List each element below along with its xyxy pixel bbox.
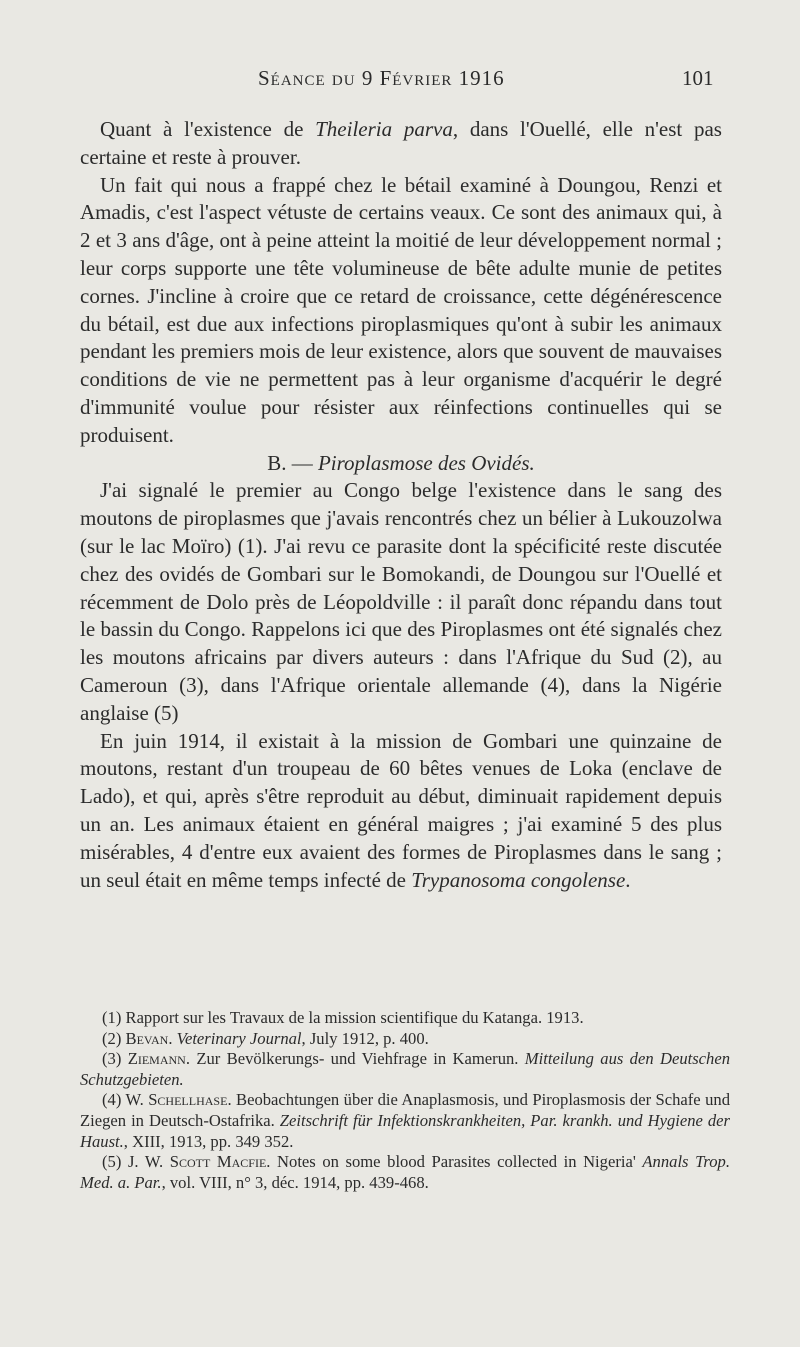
paragraph-4 xyxy=(80,728,722,895)
text-span: . Zur Bevölkerungs- und Viehfrage in Kamerun. xyxy=(185,1049,525,1069)
section-prefix: B. — xyxy=(267,450,318,475)
text-span: (2) xyxy=(102,1028,126,1048)
text-span: , July 1912, p. 400. xyxy=(301,1028,429,1048)
text-span: Quant à l'existence de xyxy=(100,117,316,141)
text-span: , XIII, 1913, pp. 349 352. xyxy=(123,1131,294,1151)
text-span: . Notes on some blood Parasites collected in Nigeria' xyxy=(266,1152,643,1172)
footnote-4 xyxy=(80,1090,730,1152)
author-name: Ziemann xyxy=(127,1049,186,1069)
section-title-text: Piroplasmose des Ovidés. xyxy=(317,450,535,475)
section-title xyxy=(80,450,722,478)
text-span: (4) W. xyxy=(102,1090,149,1110)
author-name: Scott Macfie xyxy=(169,1152,267,1172)
footnote-2 xyxy=(80,1029,730,1050)
footnotes xyxy=(80,1008,730,1193)
text-span: . Beobachtungen über die Anaplasmosis, und Piroplasmosis der Schafe und Ziegen in Deutsch-Ostafrika. xyxy=(80,1090,730,1130)
text-span: , dans l'Ouellé, elle n'est pas certaine et reste à prouver. xyxy=(80,117,722,169)
text-span: . xyxy=(168,1028,177,1048)
footnote-5 xyxy=(80,1152,730,1193)
running-head: Séance du 9 Février 1916 xyxy=(258,66,505,90)
page-number: 101 xyxy=(682,66,714,90)
text-span: En juin 1914, il existait à la mission de Gombari une quinzaine de moutons, restant d'un troupeau de 60 bêtes venues de Loka (enclave de Lado), et qui, après s'être reproduit au début, diminuait rapidement depuis un an. Les animaux étaient en général maigres ; j'ai examiné 5 des plus misérables, 4 d'entre eux avaient des formes de Piroplasmes dans le sang ; un seul était en même temps infecté de xyxy=(80,728,722,892)
paragraph-2: Un fait qui nous a frappé chez le bétail examiné à Doungou, Renzi et Amadis, c'est l'aspect vétuste de certains veaux. Ce sont des animaux qui, à 2 et 3 ans d'âge, ont à peine atteint la moitié de leur développement normal ; leur corps supporte une tête volumineuse de bête adulte munie de petites cornes. J'incline à croire que ce retard de croissance, cette dégénérescence du bétail, est due aux infections piroplasmiques qu'ont à subir les animaux pendant les premiers mois de leur existence, alors que souvent de mauvaises conditions de vie ne permettent pas à leur organisme d'acquérir le degré d'immunité voulue pour résister aux réinfections continuelles qui se produisent. xyxy=(80,172,722,447)
footnote-3 xyxy=(80,1049,730,1090)
journal-title: Zeitschrift für Infektionskrankheiten, Par. krankh. und Hygiene der Haust. xyxy=(80,1110,730,1151)
author-name: Bevan xyxy=(125,1028,169,1048)
italic-species-name: Theileria parva xyxy=(315,117,453,141)
paragraph-3: J'ai signalé le premier au Congo belge l'existence dans le sang des moutons de piroplasmes que j'avais rencontrés chez un bélier à Lukouzolwa (sur le lac Moïro) (1). J'ai revu ce parasite dont la spécificité reste discutée chez des ovidés de Gombari sur le Bomokandi, de Doungou sur l'Ouellé et récemment de Dolo près de Léopoldville : il paraît donc répandu dans tout le bassin du Congo. Rappelons ici que des Piroplasmes ont été signalés chez les moutons africains par divers auteurs : dans l'Afrique du Sud (2), au Cameroun (3), dans l'Afrique orientale allemande (4), dans la Nigérie anglaise (5) xyxy=(80,478,722,725)
italic-species-name: Trypanosoma congolense xyxy=(411,867,626,892)
body-text xyxy=(80,116,722,894)
page-header xyxy=(0,66,800,102)
text-span: (3) xyxy=(102,1049,128,1069)
text-span: (5) J. W. xyxy=(102,1152,170,1172)
author-name: Schellhase xyxy=(148,1090,228,1110)
text-span: . xyxy=(625,867,631,892)
journal-title: Veterinary Journal xyxy=(176,1028,302,1048)
footnote-1: (1) Rapport sur les Travaux de la mission scientifique du Katanga. 1913. xyxy=(102,1008,584,1027)
journal-title: Mitteilung aus den Deutschen Schutzgebieten. xyxy=(80,1049,731,1089)
text-span: , vol. VIII, n° 3, déc. 1914, pp. 439-468. xyxy=(161,1172,429,1192)
journal-title: Annals Trop. Med. a. Par. xyxy=(80,1152,731,1192)
paragraph-1 xyxy=(80,116,722,172)
